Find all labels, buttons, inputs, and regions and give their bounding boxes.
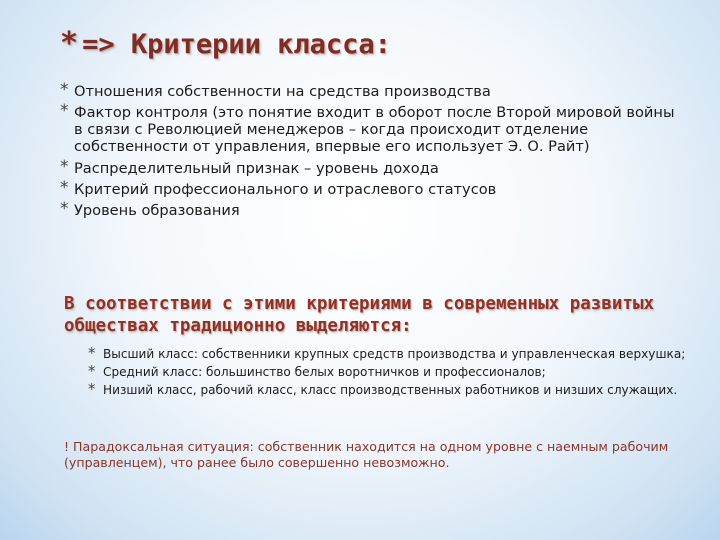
criterion-text: Фактор контроля (это понятие входит в оборот после Второй мировой войны в связи с Революцией менеджеров – когда происходит отделение собственности от управления, впервые его использует Э. О. Райт) [74, 104, 675, 155]
criterion-text: Уровень образования [74, 202, 240, 219]
list-item [60, 80, 680, 100]
bullet-glyph: * [60, 157, 69, 177]
list-item [60, 199, 680, 219]
bullet-glyph: * [60, 199, 69, 219]
list-item [88, 380, 688, 398]
class-text: Высший класс: собственники крупных средств производства и управленческая верхушка; [103, 347, 686, 361]
section-subheading: В соответствии с этими критериями в современных развитых обществах традиционно выделяются: [64, 294, 655, 336]
class-text: Средний класс: большинство белых воротничков и профессионалов; [103, 365, 546, 379]
slide-title [60, 26, 391, 61]
criterion-text: Отношения собственности на средства производства [74, 83, 491, 100]
list-item [60, 157, 680, 177]
list-item [88, 362, 688, 380]
criteria-list [60, 80, 680, 223]
bullet-glyph: * [88, 344, 96, 362]
class-text: Низший класс, рабочий класс, класс производственных работников и низших служащих. [103, 383, 678, 397]
paradox-note: ! Парадоксальная ситуация: собственник находится на одном уровне с наемным рабочим (управленцем), что ранее было совершенно невозможно. [64, 439, 669, 470]
bullet-glyph: * [60, 80, 69, 100]
title-text: => Критерии класса: [82, 29, 391, 60]
list-item [60, 101, 680, 155]
bullet-glyph: * [60, 178, 69, 198]
criterion-text: Критерий профессионального и отраслевого статусов [74, 181, 497, 198]
classes-list [88, 344, 688, 401]
list-item [60, 178, 680, 198]
bullet-glyph: * [88, 362, 96, 380]
title-bullet: * [60, 26, 79, 61]
criterion-text: Распределительный признак – уровень дохода [74, 160, 439, 177]
bullet-glyph: * [60, 101, 69, 121]
list-item [88, 344, 688, 362]
bullet-glyph: * [88, 380, 96, 398]
